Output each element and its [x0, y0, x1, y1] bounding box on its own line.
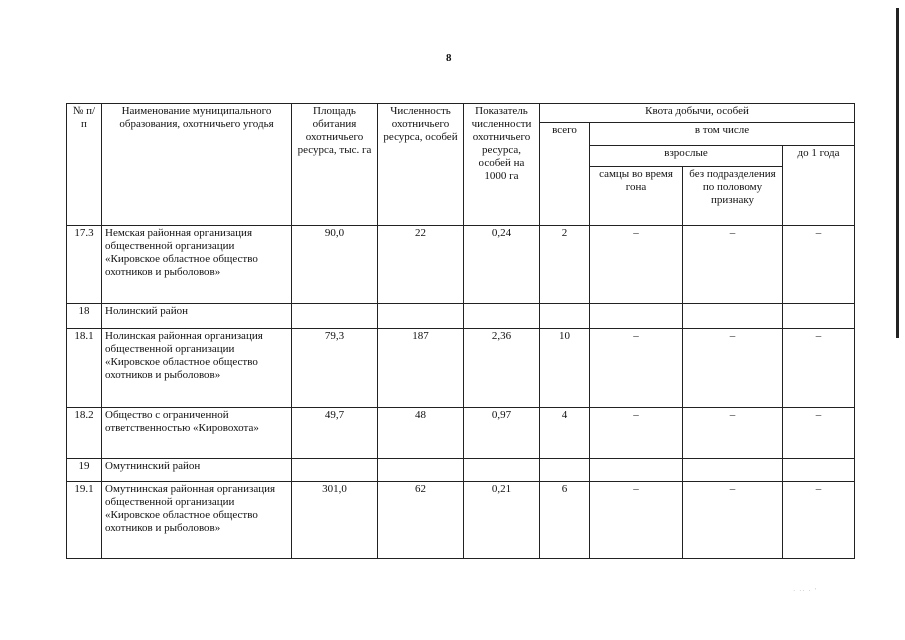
row-area: [292, 459, 378, 482]
row-nosex: –: [683, 482, 783, 559]
row-young: –: [783, 226, 855, 304]
scan-edge-bar: [896, 8, 899, 338]
row-males: –: [590, 329, 683, 408]
row-males: [590, 304, 683, 329]
row-count: 22: [378, 226, 464, 304]
row-males: [590, 459, 683, 482]
header-adults: взрослые: [590, 146, 783, 167]
table-row: [67, 304, 855, 329]
header-including: в том числе: [590, 123, 855, 146]
row-name: Нолинская районная организация общественной организации «Кировское областное общество охотников и рыболовов»: [102, 329, 292, 408]
row-density: 2,36: [464, 329, 540, 408]
row-density: [464, 459, 540, 482]
row-num: 18.1: [67, 329, 102, 408]
row-count: [378, 459, 464, 482]
row-name: Общество с ограниченной ответственностью «Кировохота»: [102, 408, 292, 459]
header-quota: Квота добычи, особей: [540, 104, 855, 123]
header-young: до 1 года: [783, 146, 855, 226]
row-nosex: –: [683, 408, 783, 459]
row-name: Омутнинская районная организация общественной организации «Кировское областное общество охотников и рыболовов»: [102, 482, 292, 559]
row-nosex: [683, 459, 783, 482]
header-count: Численность охотничьего ресурса, особей: [378, 104, 464, 226]
header-name: Наименование муниципального образования, охотничьего угодья: [102, 104, 292, 226]
row-name: Немская районная организация общественной организации «Кировское областное общество охотников и рыболовов»: [102, 226, 292, 304]
row-total: 10: [540, 329, 590, 408]
row-nosex: [683, 304, 783, 329]
row-area: 49,7: [292, 408, 378, 459]
header-density: Показатель численности охотничьего ресурса, особей на 1000 га: [464, 104, 540, 226]
row-name: Нолинский район: [102, 304, 292, 329]
row-density: 0,24: [464, 226, 540, 304]
row-count: [378, 304, 464, 329]
row-total: [540, 304, 590, 329]
row-num: 18.2: [67, 408, 102, 459]
row-density: 0,97: [464, 408, 540, 459]
row-num: 18: [67, 304, 102, 329]
header-no-sex: без подразделения по половому признаку: [683, 167, 783, 226]
row-males: –: [590, 408, 683, 459]
row-total: 4: [540, 408, 590, 459]
header-males-rut: самцы во время гона: [590, 167, 683, 226]
row-total: 6: [540, 482, 590, 559]
table-row: [67, 482, 855, 559]
table-row: [67, 459, 855, 482]
page-number: 8: [446, 52, 452, 64]
table-row: [67, 226, 855, 304]
quota-table: [66, 103, 855, 559]
row-young: [783, 304, 855, 329]
row-name: Омутнинский район: [102, 459, 292, 482]
row-area: 79,3: [292, 329, 378, 408]
table-row: [67, 408, 855, 459]
row-count: 48: [378, 408, 464, 459]
row-num: 17.3: [67, 226, 102, 304]
row-total: [540, 459, 590, 482]
row-area: 90,0: [292, 226, 378, 304]
row-density: 0,21: [464, 482, 540, 559]
header-total: всего: [540, 123, 590, 226]
header-row-1: [67, 104, 855, 123]
row-young: –: [783, 408, 855, 459]
scan-artifact: · ·· · ': [793, 587, 817, 595]
row-young: –: [783, 482, 855, 559]
row-young: [783, 459, 855, 482]
row-num: 19: [67, 459, 102, 482]
row-nosex: –: [683, 329, 783, 408]
row-num: 19.1: [67, 482, 102, 559]
header-num: № п/п: [67, 104, 102, 226]
row-density: [464, 304, 540, 329]
row-area: [292, 304, 378, 329]
header-area: Площадь обитания охотничьего ресурса, тыс. га: [292, 104, 378, 226]
table-row: [67, 329, 855, 408]
row-males: –: [590, 226, 683, 304]
row-count: 62: [378, 482, 464, 559]
row-young: –: [783, 329, 855, 408]
row-area: 301,0: [292, 482, 378, 559]
row-total: 2: [540, 226, 590, 304]
row-nosex: –: [683, 226, 783, 304]
row-count: 187: [378, 329, 464, 408]
row-males: –: [590, 482, 683, 559]
